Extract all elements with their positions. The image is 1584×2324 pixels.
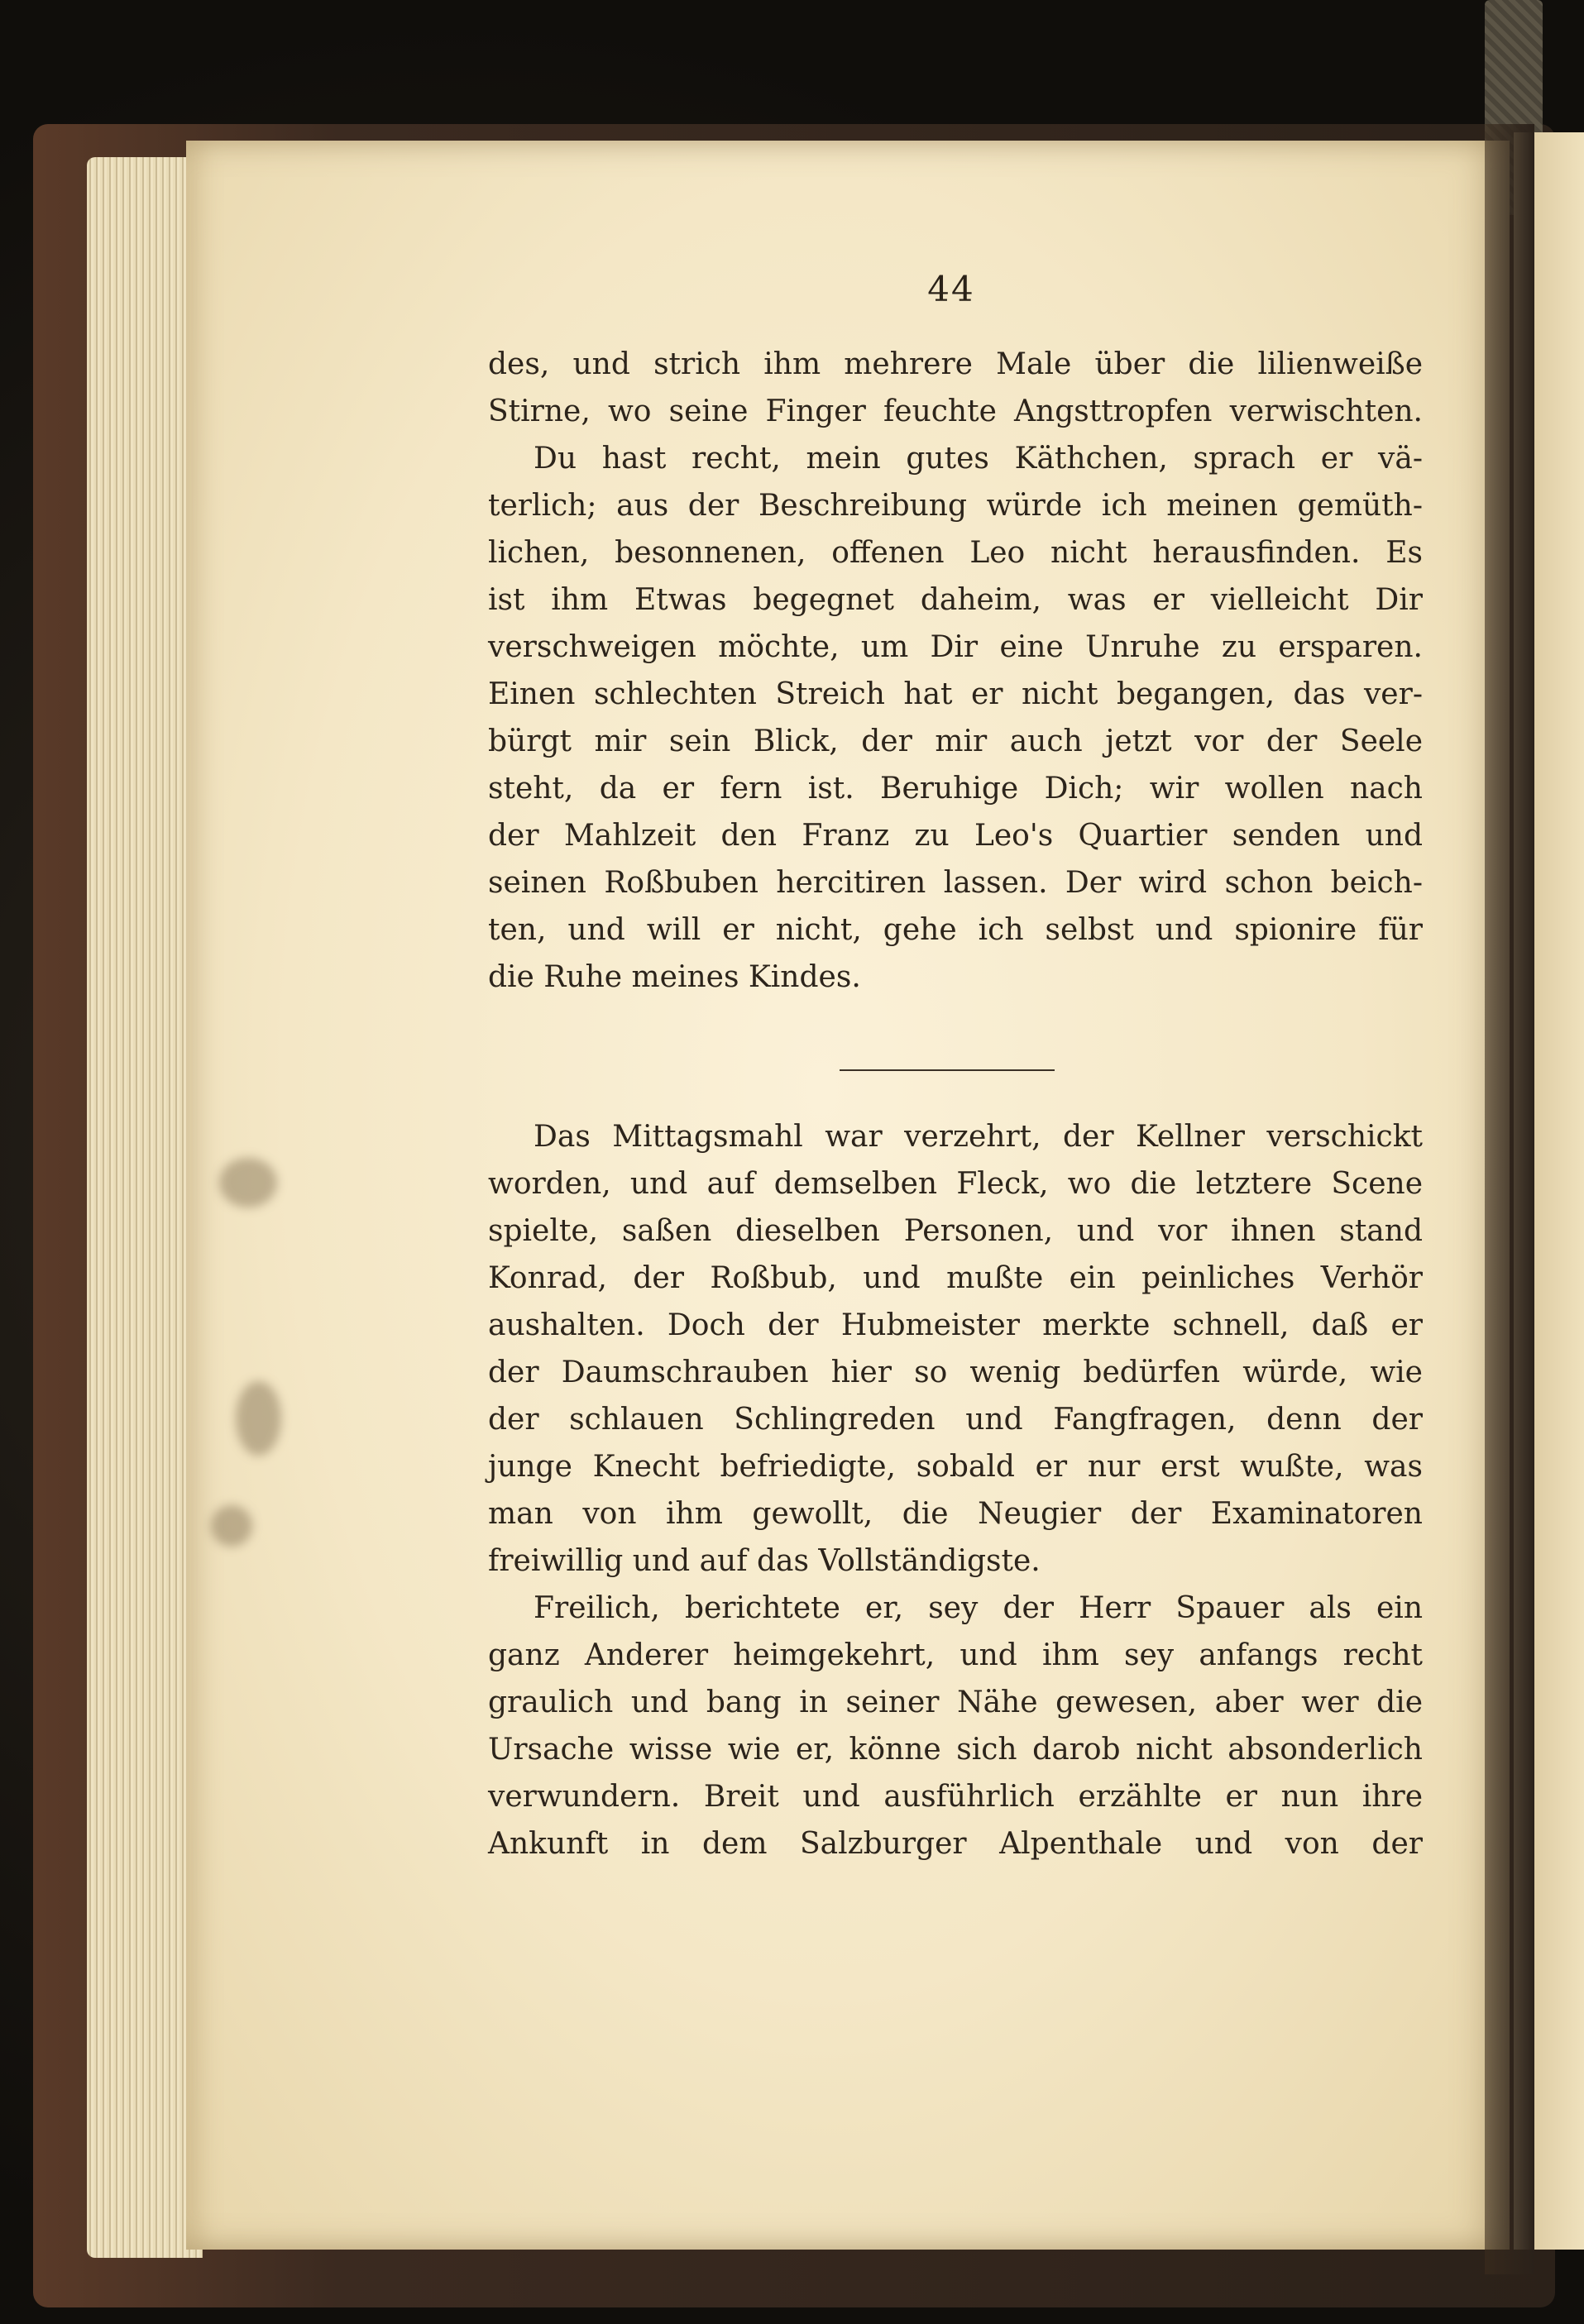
text-line: seinen Roßbuben hercitiren lassen. Der wird schon beich- — [488, 866, 1423, 900]
text-line: bürgt mir sein Blick, der mir auch jetzt vor der Seele — [488, 724, 1423, 758]
text-line: die Ruhe meines Kindes. — [488, 960, 861, 994]
text-line: ganz Anderer heimgekehrt, und ihm sey anfangs recht — [488, 1638, 1423, 1672]
paragraph-2 — [488, 1113, 1423, 1867]
text-line: des, und strich ihm mehrere Male über die lilienweiße — [488, 347, 1423, 381]
text-line: Ursache wisse wie er, könne sich darob nicht absonderlich — [488, 1733, 1423, 1767]
text-line: Du hast recht, mein gutes Käthchen, sprach er vä- — [534, 442, 1423, 476]
text-line: man von ihm gewollt, die Neugier der Examinatoren — [488, 1497, 1423, 1531]
text-line: Stirne, wo seine Finger feuchte Angsttropfen verwischten. — [488, 395, 1423, 428]
paragraph-3 — [488, 1585, 1423, 1867]
text-line: Das Mittagsmahl war verzehrt, der Kellner verschickt — [534, 1120, 1423, 1154]
text-line: der Daumschrauben hier so wenig bedürfen würde, wie — [488, 1356, 1423, 1389]
text-line: verschweigen möchte, um Dir eine Unruhe zu ersparen. — [488, 630, 1423, 664]
text-line: spielte, saßen dieselben Personen, und vor ihnen stand — [488, 1214, 1423, 1248]
text-line: freiwillig und auf das Vollständigste. — [488, 1544, 1041, 1578]
foxing-stain — [219, 1158, 277, 1207]
text-line: Freilich, berichtete er, sey der Herr Spauer als ein — [534, 1591, 1423, 1625]
text-line: worden, und auf demselben Fleck, wo die letztere Scene — [488, 1167, 1423, 1201]
text-line: Einen schlechten Streich hat er nicht begangen, das ver- — [488, 677, 1423, 711]
text-line: terlich; aus der Beschreibung würde ich meinen gemüth- — [488, 489, 1423, 523]
text-line: ist ihm Etwas begegnet daheim, was er vielleicht Dir — [488, 583, 1423, 617]
text-line: aushalten. Doch der Hubmeister merkte schnell, daß er — [488, 1308, 1423, 1342]
text-line: der Mahlzeit den Franz zu Leo's Quartier senden und — [488, 819, 1423, 853]
page-number: 44 — [927, 269, 975, 309]
section-divider — [840, 1069, 1055, 1071]
text-line: Ankunft in dem Salzburger Alpenthale und von der — [488, 1827, 1423, 1861]
text-line: graulich und bang in seiner Nähe gewesen, aber wer die — [488, 1686, 1423, 1719]
foxing-stain — [211, 1505, 252, 1547]
text-line: der schlauen Schlingreden und Fangfragen, denn der — [488, 1403, 1423, 1437]
text-line: ten, und will er nicht, gehe ich selbst und spionire für — [488, 913, 1423, 947]
page-edges — [87, 157, 203, 2258]
text-line: steht, da er fern ist. Beruhige Dich; wir wollen nach — [488, 772, 1423, 806]
text-line: lichen, besonnenen, offenen Leo nicht herausfinden. Es — [488, 536, 1423, 570]
book-gutter — [1485, 124, 1534, 2274]
text-line: Konrad, der Roßbub, und mußte ein peinliches Verhör — [488, 1261, 1423, 1295]
text-line: junge Knecht befriedigte, sobald er nur erst wußte, was — [488, 1450, 1423, 1484]
foxing-stain — [236, 1381, 281, 1456]
paragraph-1 — [488, 341, 1423, 1001]
text-line: verwundern. Breit und ausführlich erzählte er nun ihre — [488, 1780, 1423, 1814]
